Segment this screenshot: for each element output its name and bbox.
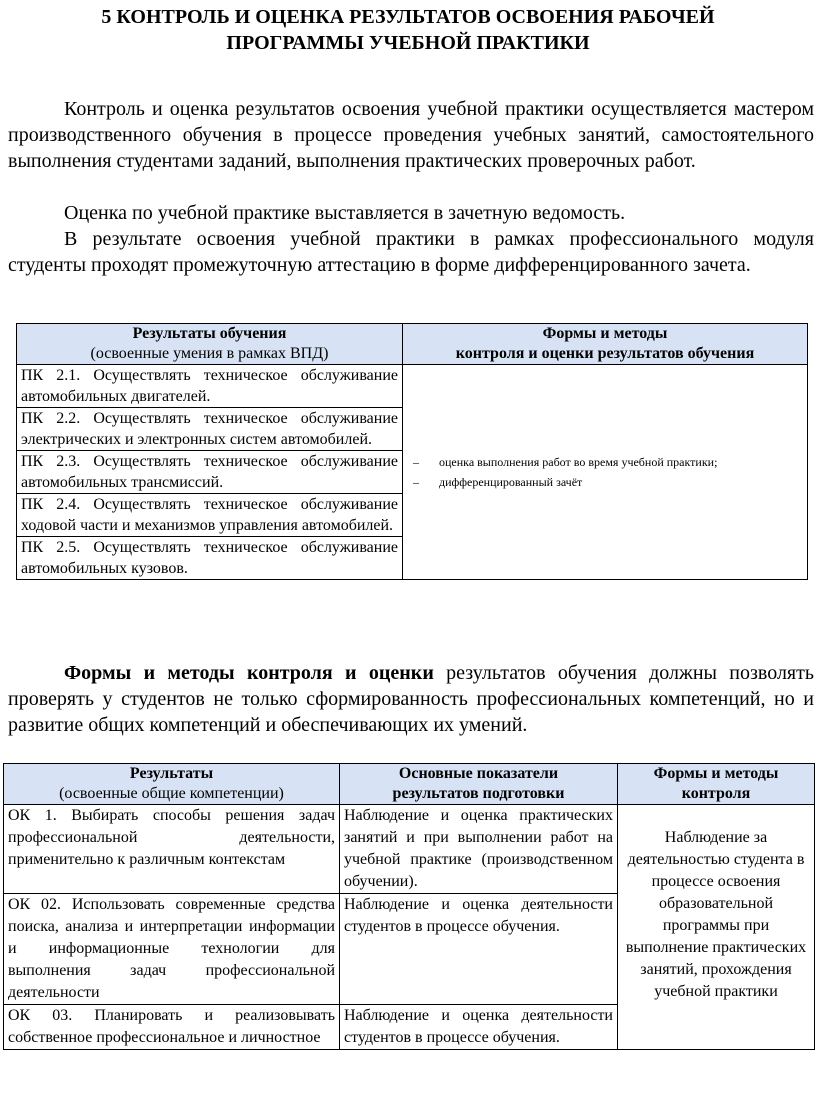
header-methods-line1: Формы и методы xyxy=(542,325,668,342)
result-cell: ОК 1. Выбирать способы решения задач профессиональной деятельности, применительно к различным контекстам xyxy=(4,805,340,894)
header-indicators-line1: Основные показатели xyxy=(398,765,559,782)
table-cell: ПК 2.4. Осуществлять техническое обслуживание ходовой части и механизмов управления автомобилей. xyxy=(17,494,403,537)
header-results xyxy=(4,764,340,805)
result-cell: ОК 02. Использовать современные средства поиска, анализа и интерпретации информации и информационные технологии для выполнения задач профессиональной деятельности xyxy=(4,894,340,1005)
heading-line-1: 5 КОНТРОЛЬ И ОЦЕНКА РЕЗУЛЬТАТОВ ОСВОЕНИЯ РАБОЧЕЙ xyxy=(101,6,715,28)
table-row xyxy=(17,365,808,408)
method-text: дифференцированный зачёт xyxy=(439,475,583,489)
result-cell: ОК 03. Планировать и реализовывать собственное профессиональное и личностное xyxy=(4,1005,340,1050)
table-cell: ПК 2.3. Осуществлять техническое обслуживание автомобильных трансмиссий. xyxy=(17,451,403,494)
table-row xyxy=(4,805,815,894)
indicator-cell: Наблюдение и оценка деятельности студентов в процессе обучения. xyxy=(340,894,618,1005)
table-cell: ПК 2.2. Осуществлять техническое обслуживание электрических и электронных систем автомобилей. xyxy=(17,408,403,451)
table-cell: ПК 2.1. Осуществлять техническое обслуживание автомобильных двигателей. xyxy=(17,365,403,408)
header-results-title: Результаты обучения xyxy=(132,325,287,342)
header-results-subtitle: (освоенные умения в рамках ВПД) xyxy=(90,345,329,362)
bullet: – xyxy=(413,455,419,469)
header-results xyxy=(17,324,403,365)
header-methods-line2: контроля и оценки результатов обучения xyxy=(455,345,755,362)
table-cell: ПК 2.5. Осуществлять техническое обслуживание автомобильных кузовов. xyxy=(17,537,403,580)
table-header-row xyxy=(4,764,815,805)
indicator-cell: Наблюдение и оценка деятельности студентов в процессе обучения. xyxy=(340,1005,618,1050)
header-methods xyxy=(403,324,808,365)
header-forms-line1: Формы и методы xyxy=(653,765,779,782)
section-heading xyxy=(0,4,816,56)
competencies-table xyxy=(3,763,815,1050)
header-forms xyxy=(618,764,815,805)
table-header-row xyxy=(17,324,808,365)
list-item xyxy=(413,472,803,492)
paragraph-grade: Оценка по учебной практике выставляется в зачетную ведомость. xyxy=(64,202,626,224)
paragraph-forms-bold: Формы и методы контроля и оценки xyxy=(64,662,434,684)
header-results-title: Результаты xyxy=(129,765,214,782)
header-forms-line2: контроля xyxy=(681,785,751,802)
list-item xyxy=(413,452,803,472)
paragraph-forms-text: результатов обучения должны позволять проверять у студентов не только сформированность профессиональных компетенций, но и развитие общих компетенций и обеспечивающих их умений. xyxy=(8,662,814,736)
learning-results-table xyxy=(16,323,808,580)
heading-line-2: ПРОГРАММЫ УЧЕБНОЙ ПРАКТИКИ xyxy=(226,32,590,54)
header-indicators xyxy=(340,764,618,805)
paragraph-forms xyxy=(8,660,814,738)
paragraph-control: Контроль и оценка результатов освоения учебной практики осуществляется мастером производственного обучения в процессе проведения учебных занятий, самостоятельного выполнения студентами заданий, выполнения практических проверочных работ. xyxy=(8,98,814,172)
header-indicators-line2: результатов подготовки xyxy=(392,785,565,802)
indicator-cell: Наблюдение и оценка практических занятий и при выполнении работ на учебной практике (производственном обучении). xyxy=(340,805,618,894)
bullet: – xyxy=(413,475,419,489)
header-results-subtitle: (освоенные общие компетенции) xyxy=(59,785,284,802)
method-text: оценка выполнения работ во время учебной практики; xyxy=(439,455,718,469)
methods-cell xyxy=(403,365,808,580)
form-cell: Наблюдение за деятельностью студента в процессе освоения образовательной программы при выполнение практических занятий, прохождения учебной практики xyxy=(618,805,815,1050)
paragraph-attestation: В результате освоения учебной практики в рамках профессионального модуля студенты проходят промежуточную аттестацию в форме дифференцированного зачета. xyxy=(8,228,814,276)
